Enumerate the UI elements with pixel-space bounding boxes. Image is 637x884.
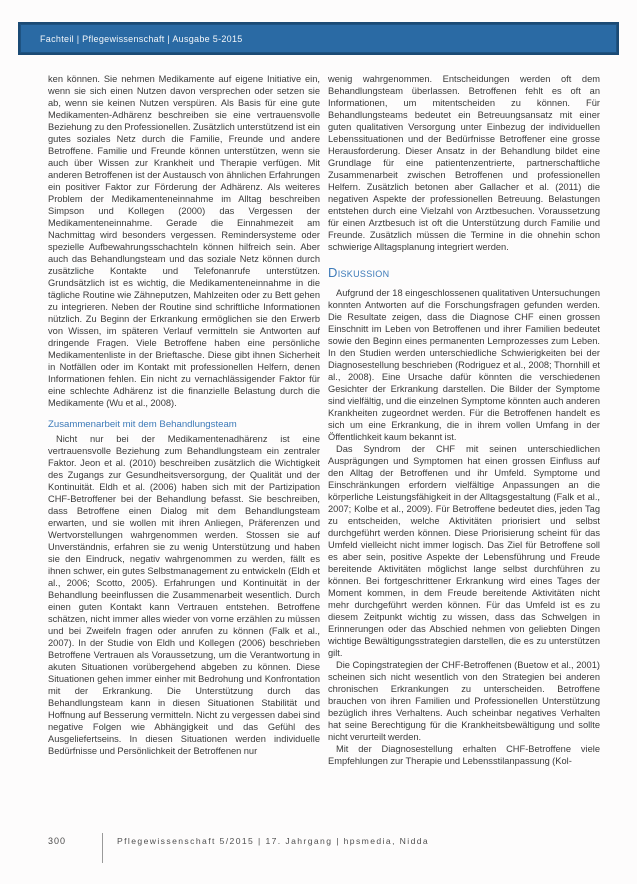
paragraph-medication-adherence: ken können. Sie nehmen Medikamente auf eigene Initiative ein, wenn sie sich einen Nutzen davon versprechen oder setzen sie ab, wenn sie keinen Nutzen verspüren. Als Basis für eine gute Medikamenten-Adhärenz beschreiben sie eine vertrauensvolle Beziehung zu den Professionellen. Zusätzlich unterstützend ist ein gutes soziales Netz durch die Familie, Freunde und andere Betroffene. Familie und Freunde können unterstützen, wenn sie auch über Wissen zur Krankheit und Therapie verfügen. Mit anderen Betroffenen ist der Austausch von ähnlichen Erfahrungen ein positiver Faktor zur Förderung der Adhärenz. Als weiteres Problem der Medikamenteneinnahme im Alltag beschreiben Simpson und Kollegen (2000) das Vergessen der Medikamenteneinnahme. Gerade die Einnahmezeit am Nachmittag wird besonders vergessen. Remindersysteme oder spezielle Aufbewahrungsschachteln können hilfreich sein. Aber auch das Behandlungsteam und das soziale Netz können durch zusätzliche Kontakte und Telefonanrufe unterstützen. Grundsätzlich ist es wichtig, die Medikamenteneinnahme in die tägliche Routine wie Zähneputzen, Mahlzeiten oder zu Bett gehen zu integrieren. Neben der Routine sind schriftliche Informationen nützlich. Zu Beginn der Erkrankung ermöglichen sie den Erwerb von Wissen, im späteren Verlauf vermitteln sie Antworten auf dringende Fragen. Viele Betroffene haben eine persönliche Medikamentenliste in der Brieftasche. Diese gibt ihnen Sicherheit in Notfällen oder im Kontakt mit professionellen Helfern, denen Informationen fehlen. Ein nicht zu vernachlässigender Faktor für eine schlechte Adhärenz ist die finanzielle Belastung durch die Medikamente (Wu et al., 2008). bbox=[48, 74, 320, 408]
right-column bbox=[328, 73, 600, 825]
page-number: 300 bbox=[48, 836, 67, 846]
paragraph-syndrom-chf: Das Syndrom der CHF mit seinen unterschiedlichen Ausprägungen und Symptomen hat einen grossen Einfluss auf den Alltag der Betroffenen und ihr Umfeld. Symptome und Einschränkungen erfordern vielfältige Anpassungen an die körperliche Leistungsfähigkeit in der Alltagsgestaltung (Falk et al., 2007; Kolbe et al., 2009). Für Betroffene bedeutet dies, jeden Tag zu entscheiden, welche Aktivitäten priorisiert und selbst durchgeführt werden können. Diese Priorisierung scheint für das Umfeld vielleicht nicht immer logisch. Das Ziel für Betroffene soll es aber sein, positive Aspekte der Lebensführung und Freude bereitende Aktivitäten möglichst lange selbst durchführen zu können. Bei fortgeschrittener Erkrankung wird eines Tages der Moment kommen, in dem Freude bereitende Aktivitäten nicht mehr durchgeführt werden können. Für das Umfeld ist es zu diesem Zeitpunkt wichtig zu wissen, dass das Schwelgen in Erinnerungen oder das Abschied nehmen von geliebten Dingen wichtige Bewältigungsstrategien darstellen, die es zu unterstützen gilt. bbox=[328, 444, 600, 658]
footer-divider bbox=[102, 833, 103, 863]
heading-diskussion: Diskussion bbox=[328, 265, 390, 280]
page-header-bar bbox=[18, 22, 619, 55]
paragraph-diskussion-intro: Aufgrund der 18 eingeschlossenen qualitativen Untersuchungen konnten Antworten auf die Forschungsfragen gefunden werden. Die Resultate zeigen, dass die Diagnose CHF einen grossen Einschnitt im Leben von Betroffenen und ihrer Familien bedeutet sowie den Beginn eines permanenten Lernprozesses zum Leben. In den Studien werden unterschiedliche Schwierigkeiten bei der Diagnosestellung beschrieben (Rodriguez et al., 2008; Thornhill et al., 2008). Eine Ursache dafür könnten die verschiedenen Gesichter der Erkrankung darstellen. Die Bilder der Symptome sind vielfältig, und die einzelnen Symptome könnten auch anderen Krankheiten zugeordnet werden. Für die Betroffenen handelt es sich um eine Erkrankung, die in ihrem vollen Umfang in der Öffentlichkeit kaum bekannt ist. bbox=[328, 288, 600, 442]
subheading-zusammenarbeit: Zusammenarbeit mit dem Behandlungsteam bbox=[48, 419, 237, 430]
paragraph-behandlungsteam-continued: wenig wahrgenommen. Entscheidungen werden oft dem Behandlungsteam überlassen. Betroffenen fehlt es oft an Informationen, um mitentscheiden zu können. Für Behandlungsteams bedeutet ein Betreuungsansatz mit einer guten qualitativen Versorgung unter Einbezug der individuellen Lebenssituationen und der Bedürfnisse Betroffener eine grosse Herausforderung. Dieser Ansatz in der Behandlung bildet eine Grundlage für eine patientenzentrierte, partnerschaftliche Zusammenarbeit zwischen Betroffenen und professionellen Helfern. Zusätzlich betonen aber Gallacher et al. (2011) die negativen Aspekte der professionellen Betreuung. Belastungen entstehen durch eine Vielzahl von Arztbesuchen. Voraussetzung für einen Arztbesuch ist oft die Unterstützung durch Familie und Freunde. Zusätzlich müssen die Termine in die ohnehin schon schwierige Alltagsplanung integriert werden. bbox=[328, 74, 600, 252]
paragraph-copingstrategien: Die Copingstrategien der CHF-Betroffenen (Buetow et al., 2001) scheinen sich nicht wesentlich von den Strategien bei anderen chronischen Erkrankungen zu unterscheiden. Betroffene brauchen von ihren Familien und Professionellen Unterstützung bezüglich ihres Verhaltens. Auch scheinbar negatives Verhalten hat seine Berechtigung für die Krankheitsbewältigung und sollte nicht verurteilt werden. bbox=[328, 660, 600, 742]
left-column bbox=[48, 73, 320, 825]
journal-citation-line: Pflegewissenschaft 5/2015 | 17. Jahrgang | hpsmedia, Nidda bbox=[117, 836, 430, 846]
page-footer bbox=[48, 836, 600, 863]
paragraph-diagnosestellung: Mit der Diagnosestellung erhalten CHF-Betroffene viele Empfehlungen zur Therapie und Lebensstilanpassung (Kol- bbox=[328, 744, 600, 766]
paragraph-behandlungsteam: Nicht nur bei der Medikamentenadhärenz ist eine vertrauensvolle Beziehung zum Behandlungsteam ein zentraler Faktor. Jeon et al. (2010) beschreiben zusätzlich die Wichtigkeit des Zugangs zur Gesundheitsversorgung, der Qualität und der Kontinuität. Eldh et al. (2006) haben sich mit der Partizipation CHF-Betroffener bei der Behandlung befasst. Sie beschreiben, dass Betroffene einen Dialog mit dem Behandlungsteam erwarten, und sie wollen mit ihren Anliegen, Präferenzen und Wertvorstellungen wahrgenommen werden. Stossen sie auf Unverständnis, erfahren sie zu wenig Unterstützung und haben sie den Eindruck, negativ wahrgenommen zu werden, fällt es ihnen schwer, ein gutes Selbstmanagement zu entwickeln (Eldh et al., 2006; Scotto, 2005). Erfahrungen und Kontinuität in der Behandlung beeinflussen die Zusammenarbeit wesentlich. Durch einen guten Kontakt kann Vertrauen entstehen. Betroffene schätzen, nicht immer alles wieder von vorne erzählen zu müssen und bei Zweifeln fragen oder anrufen zu können (Falk et al., 2007). In der Studie von Eldh und Kollegen (2006) beschrieben Betroffene Vertrauen als Voraussetzung, um die Verantwortung in akuten Situationen vorübergehend abgeben zu können. Diese Situationen gehen immer einher mit Bedrohung und Konfrontation mit der Erkrankung. Die Unterstützung durch das Behandlungsteam kann in diesen Situationen Stabilität und Hoffnung auf Besserung vermitteln. Nicht zu vergessen dabei sind negative Folgen wie Abhängigkeit und das Gefühl des Ausgeliefertseins. In diesen Situationen werden individuelle Bedürfnisse und Persönlichkeit der Betroffenen nur bbox=[48, 434, 320, 756]
article-body bbox=[48, 73, 600, 825]
header-bar-text: Fachteil | Pflegewissenschaft | Ausgabe 5-2015 bbox=[40, 33, 243, 44]
